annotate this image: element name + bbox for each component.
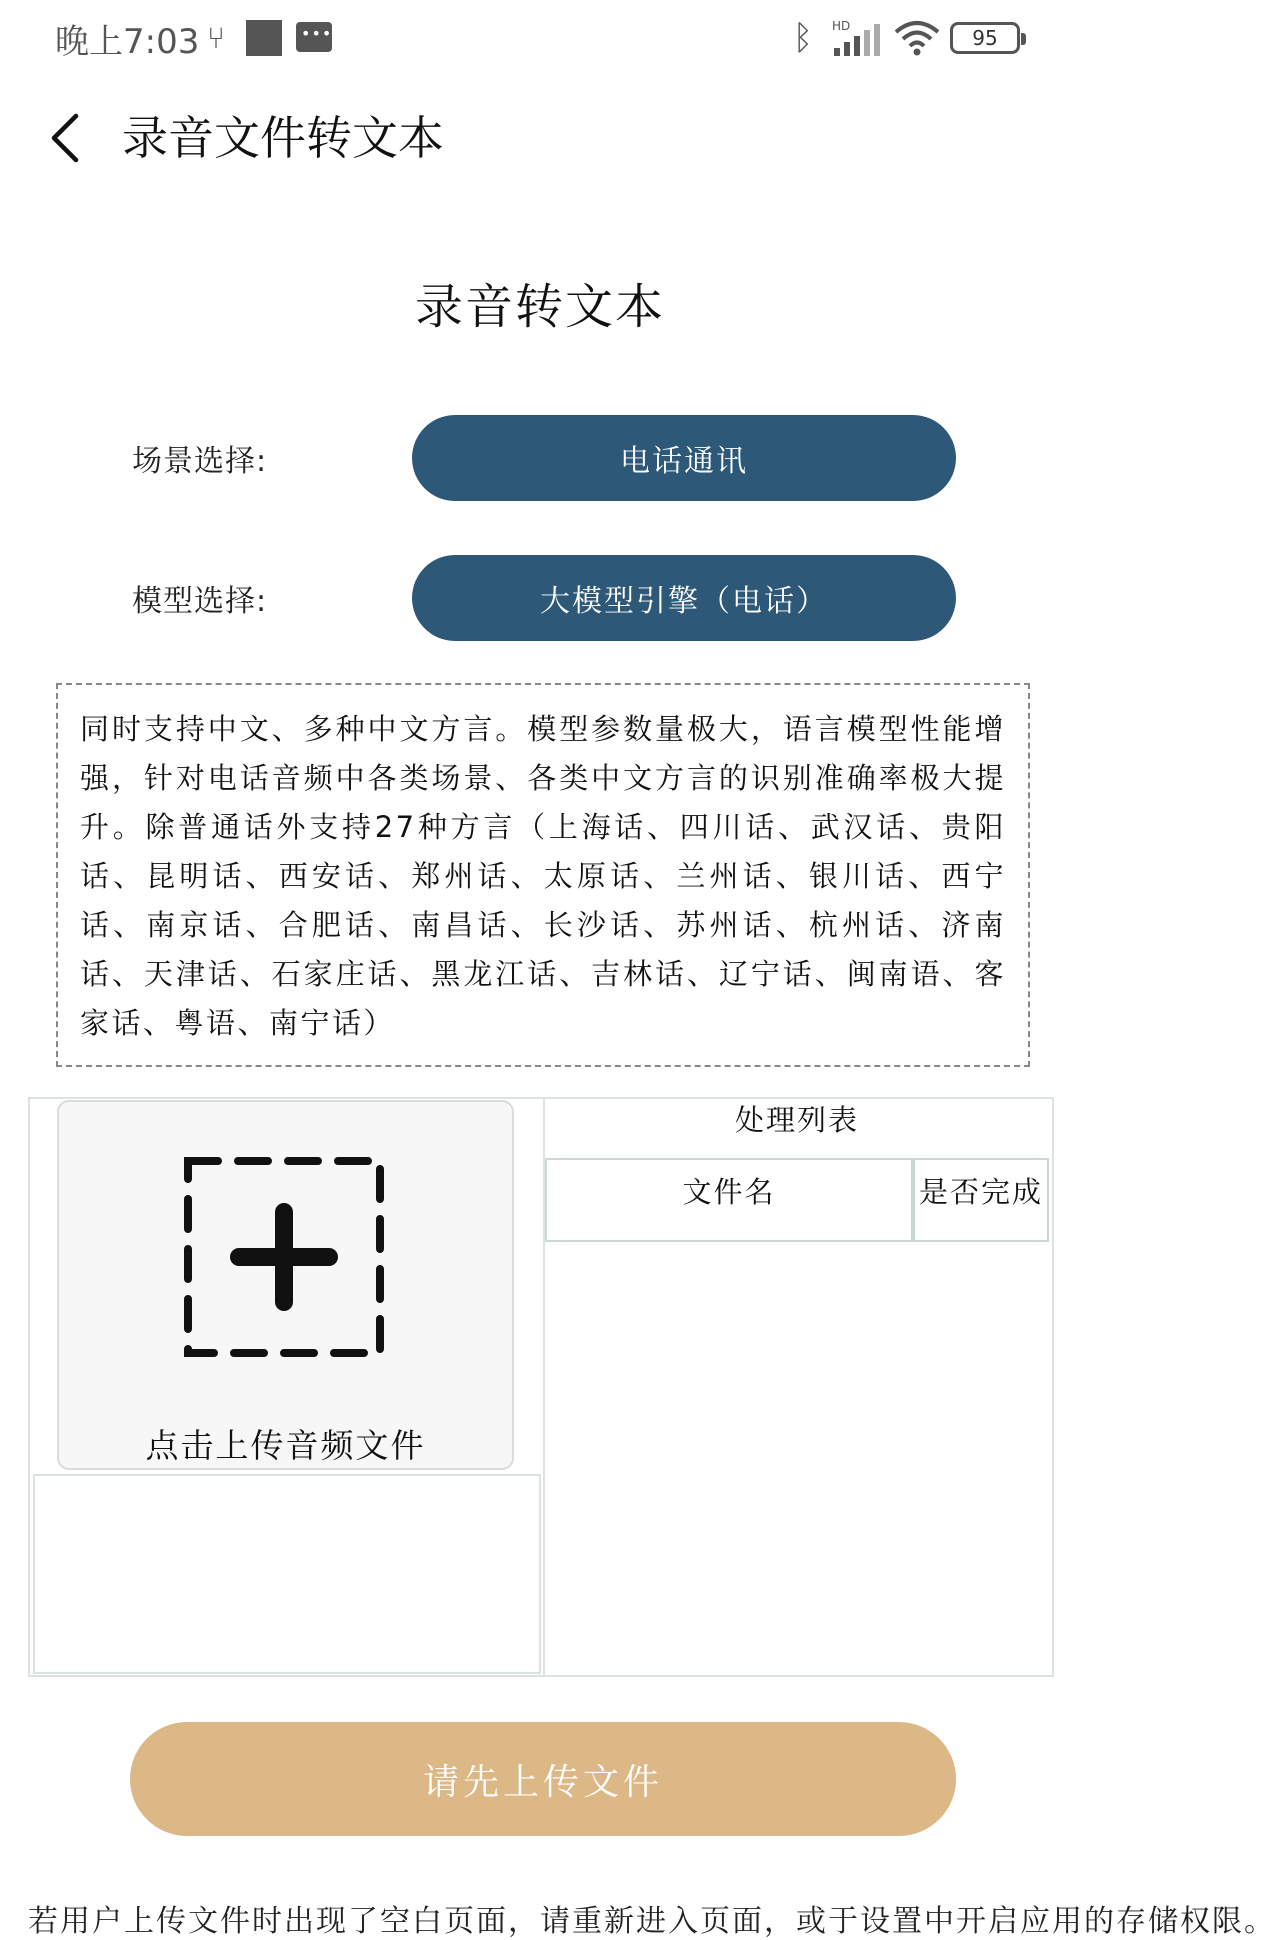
wifi-icon xyxy=(892,18,942,58)
process-list-title: 处理列表 xyxy=(734,1103,859,1137)
page-title: 录音转文本 xyxy=(414,279,665,335)
signal-icon xyxy=(830,18,890,58)
model-select-button[interactable]: 大模型引擎（电话） xyxy=(412,555,956,641)
bluetooth-icon: ᛒ xyxy=(792,18,814,58)
chevron-left-icon xyxy=(48,112,82,164)
usb-icon: ⑂ xyxy=(207,20,225,56)
bottom-notice: 若用户上传文件时出现了空白页面，请重新进入页面，或于设置中开启应用的存储权限。 xyxy=(28,1904,1276,1939)
column-header-filename: 文件名 xyxy=(545,1158,913,1242)
upload-label: 点击上传音频文件 xyxy=(145,1426,426,1465)
upload-preview-area xyxy=(33,1474,541,1674)
notification-square-icon xyxy=(246,20,282,56)
header-title: 录音文件转文本 xyxy=(122,111,444,165)
hd-label: HD xyxy=(832,19,851,33)
back-button[interactable] xyxy=(40,108,90,168)
column-header-completed: 是否完成 xyxy=(913,1158,1049,1242)
scene-label: 场景选择: xyxy=(132,444,268,479)
status-time: 晚上7:03 xyxy=(55,22,200,62)
message-icon xyxy=(296,22,332,52)
scene-select-button[interactable]: 电话通讯 xyxy=(412,415,956,501)
model-label: 模型选择: xyxy=(132,584,268,619)
submit-button[interactable]: 请先上传文件 xyxy=(130,1722,956,1836)
model-description: 同时支持中文、多种中文方言。模型参数量极大，语言模型性能增强，针对电话音频中各类场景、各类中文方言的识别准确率极大提升。除普通话外支持27种方言（上海话、四川话、武汉话、贵阳话、昆明话、西安话、郑州话、太原话、兰州话、银川话、西宁话、南京话、合肥话、南昌话、长沙话、苏州话、杭州话、济南话、天津话、石家庄话、黑龙江话、吉林话、辽宁话、闽南语、客家话、粤语、南宁话） xyxy=(56,683,1030,1067)
battery-icon: 95 xyxy=(950,22,1020,54)
dashed-plus-icon xyxy=(184,1157,384,1357)
